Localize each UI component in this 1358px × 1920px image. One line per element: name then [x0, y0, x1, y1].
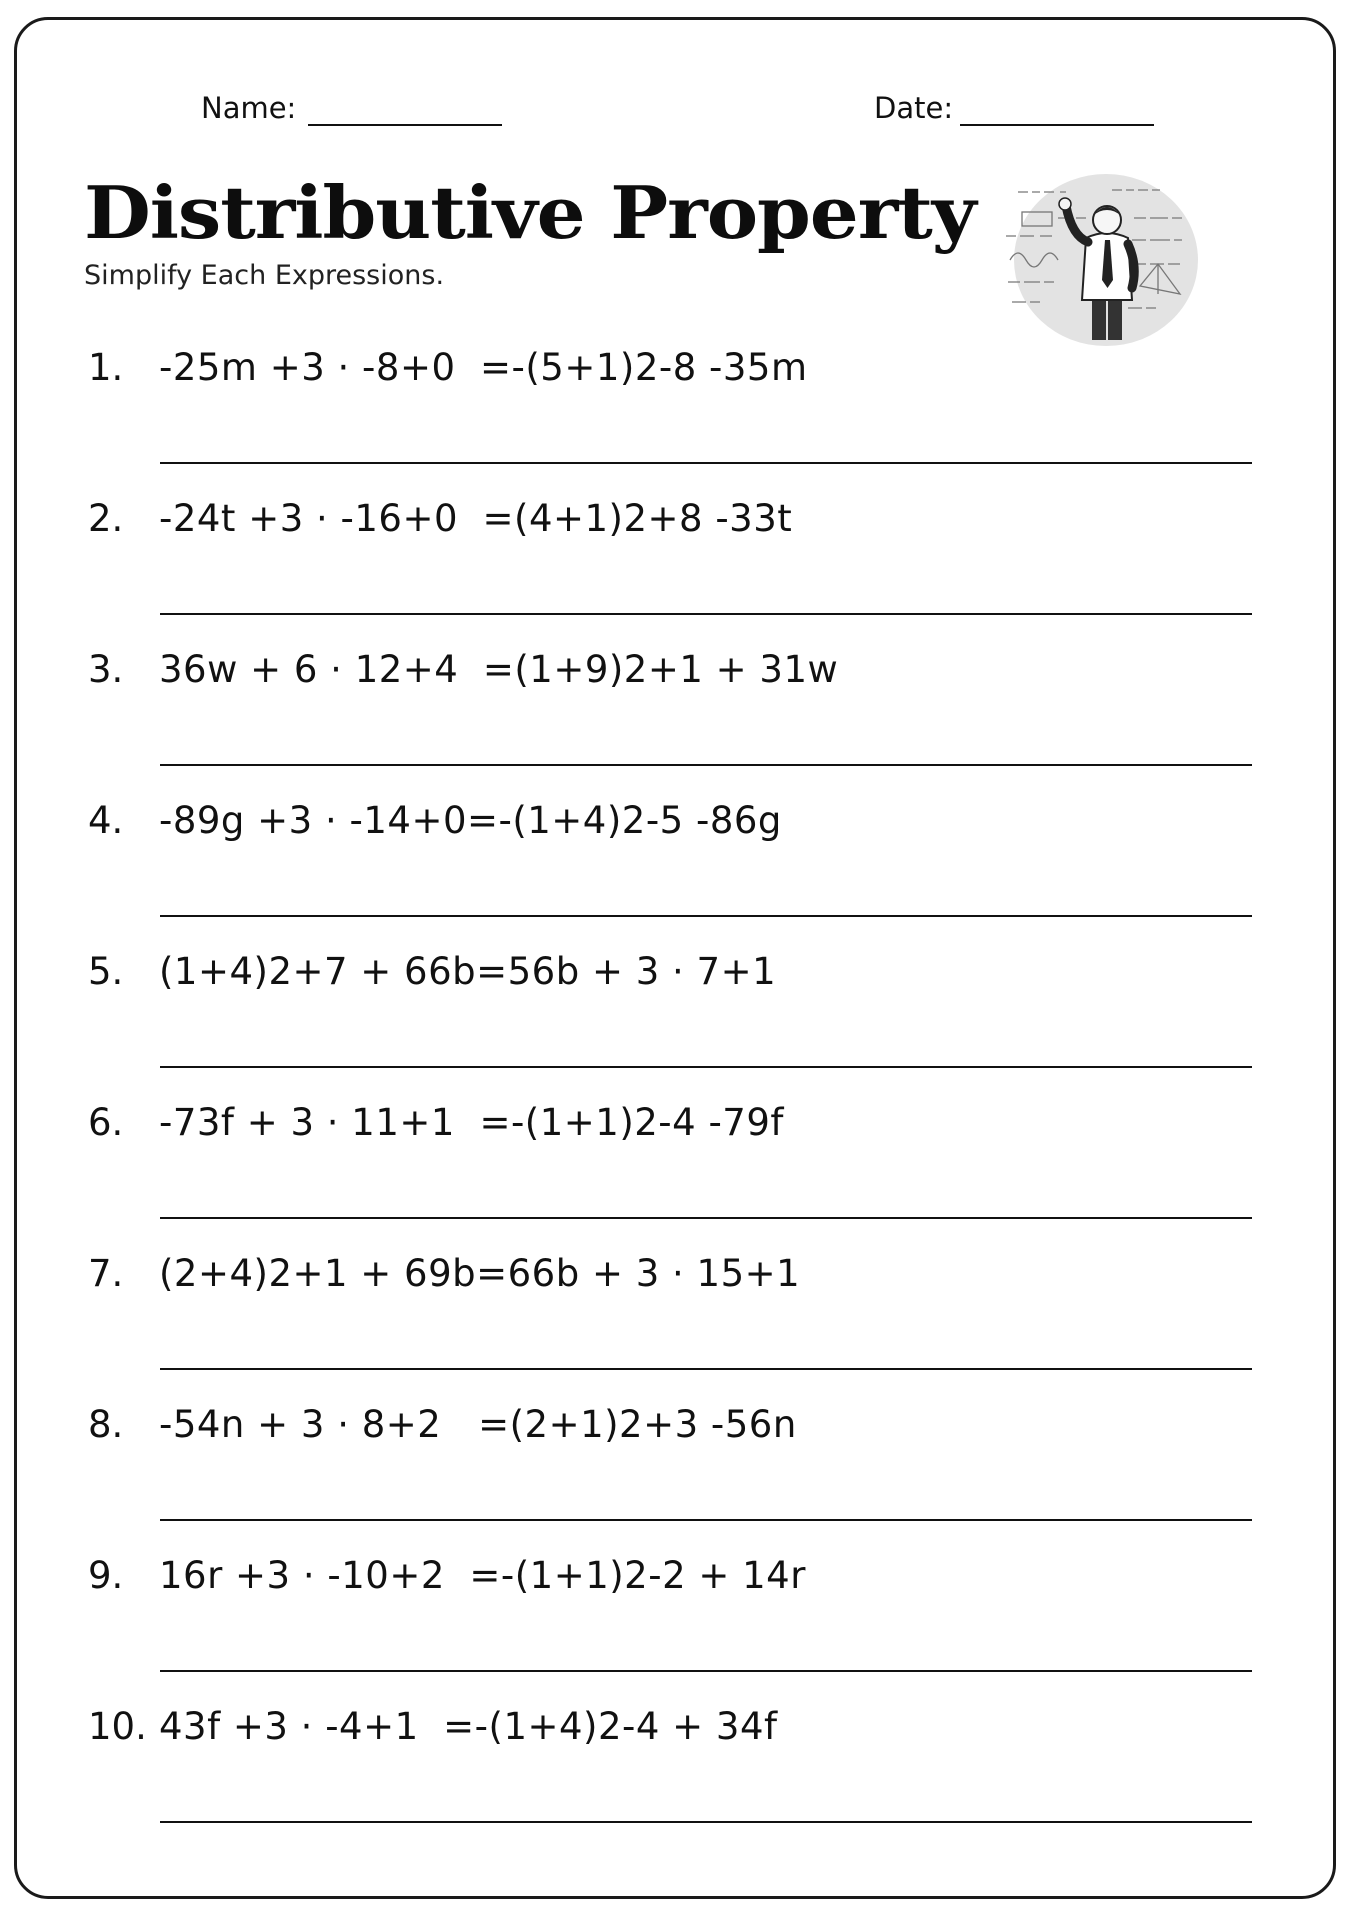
answer-line-7[interactable]	[160, 1368, 1252, 1370]
problem-8	[88, 1400, 1268, 1460]
problem-expression: -54n + 3 · 8+2 =(2+1)2+3 -56n	[159, 1403, 797, 1446]
answer-line-9[interactable]	[160, 1670, 1252, 1672]
problem-3	[88, 645, 1268, 705]
problem-10	[88, 1702, 1268, 1762]
problem-expression: -24t +3 · -16+0 =(4+1)2+8 -33t	[159, 497, 793, 540]
problem-number: 7.	[88, 1252, 124, 1295]
problem-number: 2.	[88, 497, 124, 540]
answer-line-4[interactable]	[160, 915, 1252, 917]
problem-expression: 16r +3 · -10+2 =-(1+1)2-2 + 14r	[159, 1554, 806, 1597]
problem-expression: -89g +3 · -14+0=-(1+4)2-5 -86g	[159, 799, 782, 842]
problem-7	[88, 1249, 1268, 1309]
problem-2	[88, 494, 1268, 554]
problem-expression: (1+4)2+7 + 66b=56b + 3 · 7+1	[159, 950, 777, 993]
problem-number: 8.	[88, 1403, 124, 1446]
teacher-at-formula-board-icon	[1000, 168, 1202, 348]
page-title: Distributive Property	[84, 170, 976, 255]
problem-5	[88, 947, 1268, 1007]
answer-line-6[interactable]	[160, 1217, 1252, 1219]
problem-number: 5.	[88, 950, 124, 993]
name-label: Name:	[201, 91, 297, 125]
problem-number: 1.	[88, 346, 124, 389]
problem-9	[88, 1551, 1268, 1611]
problem-expression: 43f +3 · -4+1 =-(1+4)2-4 + 34f	[159, 1705, 778, 1748]
answer-line-5[interactable]	[160, 1066, 1252, 1068]
problem-number: 4.	[88, 799, 124, 842]
date-field-line[interactable]	[960, 124, 1154, 126]
answer-line-1[interactable]	[160, 462, 1252, 464]
problem-number: 10.	[88, 1705, 147, 1748]
name-field-line[interactable]	[308, 124, 502, 126]
answer-line-8[interactable]	[160, 1519, 1252, 1521]
problem-4	[88, 796, 1268, 856]
problem-expression: 36w + 6 · 12+4 =(1+9)2+1 + 31w	[159, 648, 839, 691]
instructions: Simplify Each Expressions.	[84, 260, 445, 291]
problem-number: 6.	[88, 1101, 124, 1144]
answer-line-3[interactable]	[160, 764, 1252, 766]
problem-number: 3.	[88, 648, 124, 691]
date-label: Date:	[874, 91, 954, 125]
answer-line-2[interactable]	[160, 613, 1252, 615]
problem-expression: -25m +3 · -8+0 =-(5+1)2-8 -35m	[159, 346, 808, 389]
problem-6	[88, 1098, 1268, 1158]
problem-expression: -73f + 3 · 11+1 =-(1+1)2-4 -79f	[159, 1101, 784, 1144]
answer-line-10[interactable]	[160, 1821, 1252, 1823]
problem-expression: (2+4)2+1 + 69b=66b + 3 · 15+1	[159, 1252, 801, 1295]
problem-1	[88, 343, 1268, 403]
problem-number: 9.	[88, 1554, 124, 1597]
